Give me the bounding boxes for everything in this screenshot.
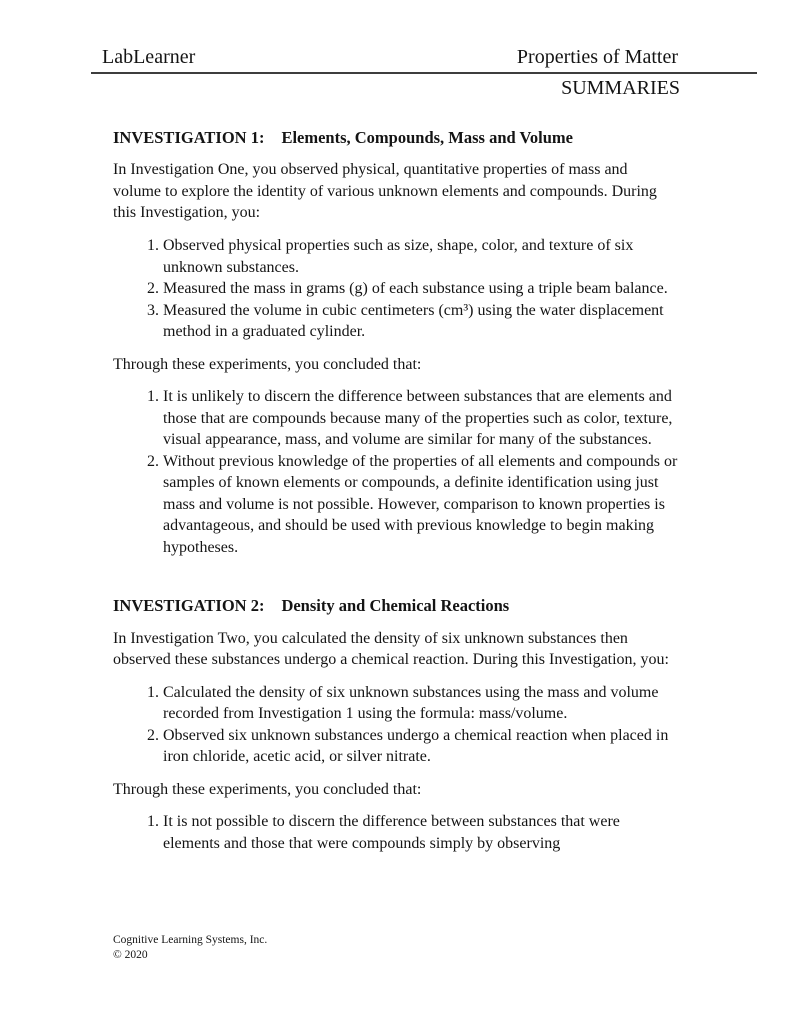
investigation1-conclusions-list [113, 386, 678, 558]
footer-copyright: © 2020 [113, 948, 148, 961]
investigation2-conclusion-intro: Through these experiments, you concluded that: [113, 780, 422, 798]
page-header [102, 46, 678, 69]
investigation1-heading-label: INVESTIGATION 1: [113, 128, 265, 147]
list-item: 2. Measured the mass in grams (g) of each substance using a triple beam balance. [163, 278, 678, 300]
investigation2-intro: In Investigation Two, you calculated the density of six unknown substances then observed these substances undergo a chemical reaction. During this Investigation, you: [113, 629, 669, 669]
list-item: 1. Observed physical properties such as size, shape, color, and texture of six unknown substances. [163, 235, 678, 278]
document-body [113, 127, 678, 854]
investigation1-heading-title: Elements, Compounds, Mass and Volume [281, 128, 573, 147]
investigation1-conclusion-intro: Through these experiments, you concluded that: [113, 355, 422, 373]
list-item: 2. Observed six unknown substances undergo a chemical reaction when placed in iron chloride, acetic acid, or silver nitrate. [163, 725, 678, 768]
investigation1-heading [113, 127, 678, 148]
list-item: 1. Calculated the density of six unknown substances using the mass and volume recorded from Investigation 1 using the formula: mass/volume. [163, 682, 678, 725]
investigation1-intro: In Investigation One, you observed physical, quantitative properties of mass and volume to explore the identity of various unknown elements and compounds. During this Investigation, you: [113, 161, 657, 222]
header-divider [91, 72, 757, 74]
document-title: Properties of Matter [516, 46, 678, 68]
document-subtitle: SUMMARIES [561, 77, 680, 99]
list-item: 2. Without previous knowledge of the properties of all elements and compounds or samples of known elements or compounds, a definite identification using just mass and volume is not possible. However, comparison to known properties is advantageous, and should be used with previous knowledge to begin making hypotheses. [163, 451, 678, 559]
investigation2-heading [113, 595, 678, 616]
page-footer [113, 933, 267, 963]
list-item: 1. It is unlikely to discern the difference between substances that are elements and those that are compounds because many of the properties such as color, texture, visual appearance, mass, and volume are similar for many of the substances. [163, 386, 678, 451]
investigation2-conclusions-list [113, 811, 678, 854]
brand-text: LabLearner [102, 46, 196, 68]
list-item: 1. It is not possible to discern the difference between substances that were elements and those that were compounds simply by observing [163, 811, 678, 854]
investigation2-actions-list [113, 682, 678, 768]
investigation2-heading-title: Density and Chemical Reactions [281, 596, 510, 616]
footer-company: Cognitive Learning Systems, Inc. [113, 934, 268, 946]
investigation1-actions-list [113, 235, 678, 343]
investigation2-heading-label: INVESTIGATION 2: [113, 596, 265, 616]
list-item: 3. Measured the volume in cubic centimeters (cm³) using the water displacement method in a graduated cylinder. [163, 300, 678, 343]
